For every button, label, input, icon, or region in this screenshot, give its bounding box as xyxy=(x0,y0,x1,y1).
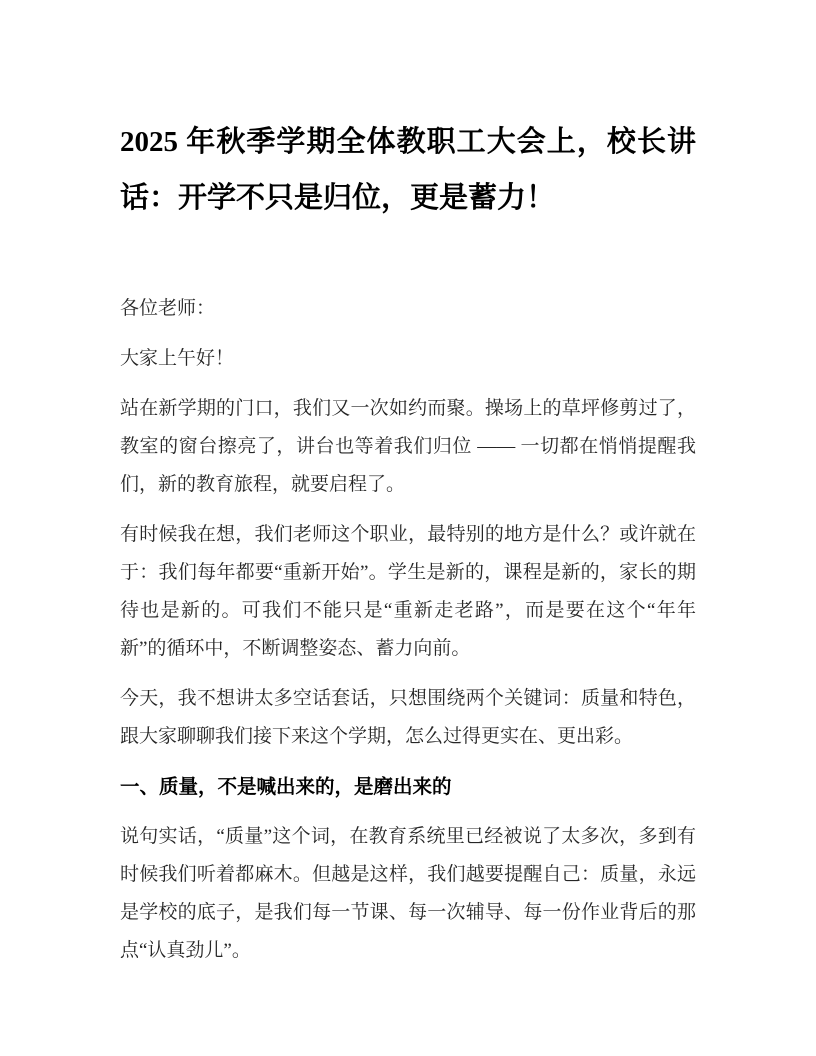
paragraph-opening: 站在新学期的门口，我们又一次如约而聚。操场上的草坪修剪过了，教室的窗台擦亮了，讲台也等着我们归位 —— 一切都在悄悄提醒我们，新的教育旅程，就要启程了。 xyxy=(120,398,696,495)
paragraph-quality-body: 说句实话，“质量”这个词，在教育系统里已经被说了太多次，多到有时候我们听着都麻木。但越是这样，我们越要提醒自己：质量，永远是学校的底子，是我们每一节课、每一次辅导、每一份作业背后的那点“认真劲儿”。 xyxy=(120,826,696,961)
paragraph-greeting: 各位老师： xyxy=(120,298,216,319)
section-heading-quality: 一、质量，不是喊出来的，是磨出来的 xyxy=(120,776,452,798)
document-title: 2025 年秋季学期全体教职工大会上，校长讲话：开学不只是归位，更是蓄力！ xyxy=(120,126,696,214)
paragraph-salutation: 大家上午好！ xyxy=(120,348,235,369)
paragraph-reflection: 有时候我在想，我们老师这个职业，最特别的地方是什么？或许就在于：我们每年都要“重新开始”。学生是新的，课程是新的，家长的期待也是新的。可我们不能只是“重新走老路”，而是要在这个“年年新”的循环中，不断调整姿态、蓄力向前。 xyxy=(120,524,696,659)
paragraph-keywords: 今天，我不想讲太多空话套话，只想围绕两个关键词：质量和特色，跟大家聊聊我们接下来这个学期，怎么过得更实在、更出彩。 xyxy=(120,688,696,747)
